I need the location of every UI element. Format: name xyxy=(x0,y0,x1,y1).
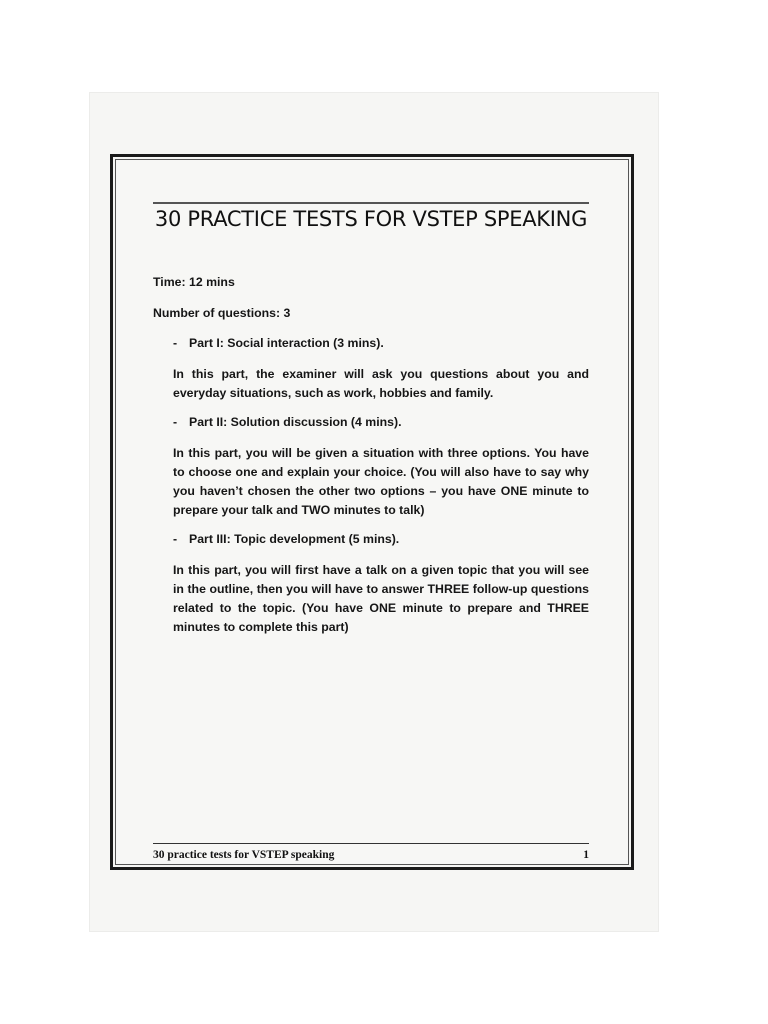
part-heading-text: Part III: Topic development (5 mins). xyxy=(189,532,400,546)
part-heading-text: Part II: Solution discussion (4 mins). xyxy=(189,415,402,429)
document-body xyxy=(153,273,589,637)
part-heading-text: Part I: Social interaction (3 mins). xyxy=(189,336,384,350)
part-description-1: In this part, the examiner will ask you questions about you and everyday situations, such as work, hobbies and family. xyxy=(173,367,589,400)
title-rule xyxy=(153,202,589,204)
bullet-dash: - xyxy=(173,532,178,546)
footer-label: 30 practice tests for VSTEP speaking xyxy=(153,849,335,861)
page-number: 1 xyxy=(583,849,589,861)
page-border-frame xyxy=(110,154,634,870)
part-heading-3 xyxy=(153,530,589,549)
footer-rule xyxy=(153,843,589,844)
scanned-page xyxy=(90,93,658,931)
part-description-2: In this part, you will be given a situation with three options. You have to choose one and explain your choice. (You will also have to say why you haven’t chosen the other two options – you have ONE minute to prepare your talk and TWO minutes to talk) xyxy=(173,446,589,517)
part-heading-2 xyxy=(153,413,589,432)
page-title: 30 PRACTICE TESTS FOR VSTEP SPEAKING xyxy=(154,207,588,231)
part-heading-1 xyxy=(153,334,589,353)
bullet-dash: - xyxy=(173,415,178,429)
bullet-dash: - xyxy=(173,336,178,350)
questions-count: Number of questions: 3 xyxy=(153,306,291,320)
part-description-3: In this part, you will first have a talk on a given topic that you will see in the outline, then you will have to answer THREE follow-up questions related to the topic. (You have ONE minute to prepare and THREE minutes to complete this part) xyxy=(173,563,589,634)
time-info: Time: 12 mins xyxy=(153,275,235,289)
